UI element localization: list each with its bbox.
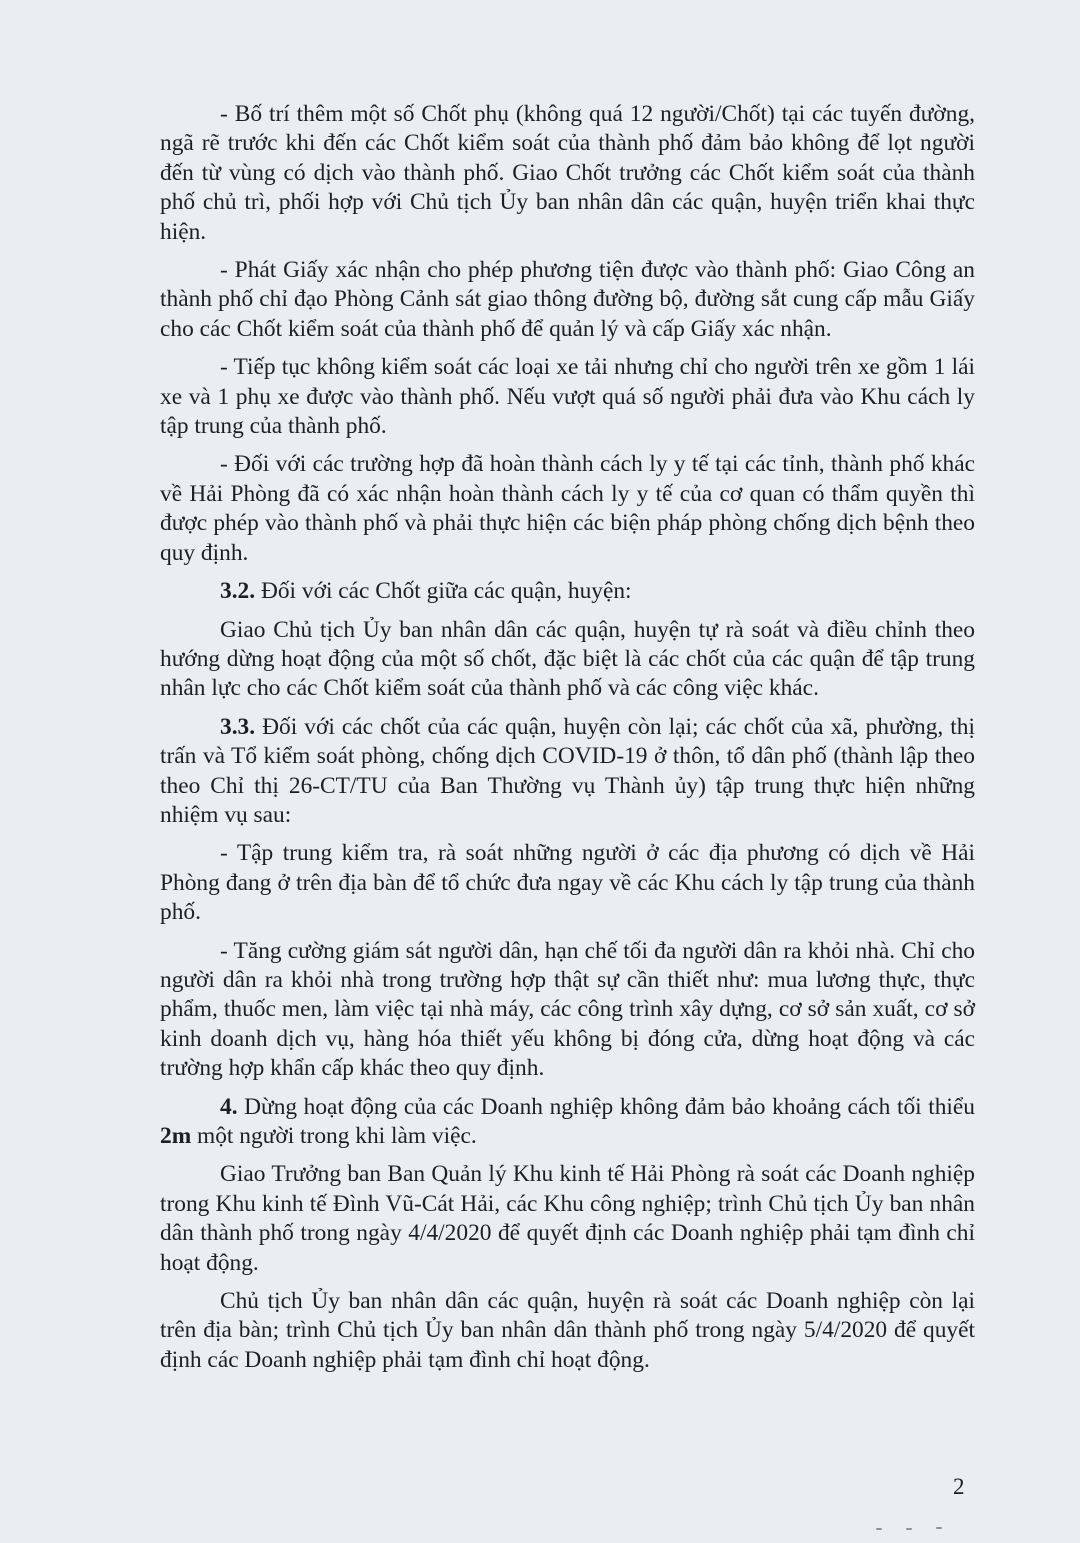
section-4-heading [160,1093,975,1152]
paragraph-district-review: Giao Chủ tịch Ủy ban nhân dân các quận, huyện tự rà soát và điều chỉnh theo hướng dừng hoạt động của một số chốt, đặc biệt là các chốt của các quận để tập trung nhân lực cho các Chốt kiểm soát của thành phố và các công việc khác. [160,616,975,702]
section-heading-text: Đối với các chốt của các quận, huyện còn lại; các chốt của xã, phường, thị trấn và Tổ kiểm soát phòng, chống dịch COVID-19 ở thôn, tổ dân phố (thành lập theo theo Chỉ thị 26-CT/TU của Ban Thường vụ Thành ủy) tập trung thực hiện những nhiệm vụ sau: [160,713,975,828]
scan-artifact [876,1528,882,1530]
section-3-2-heading [160,577,975,606]
section-number: 3.3. [220,713,256,740]
distance-value: 2m [160,1123,192,1149]
paragraph-quarantine-completed: - Đối với các trường hợp đã hoàn thành cách ly y tế tại các tỉnh, thành phố khác về Hải Phòng đã có xác nhận hoàn thành cách ly y tế của cơ quan có thẩm quyền thì được phép vào thành phố và phải thực hiện các biện pháp phòng chống dịch bệnh theo quy định. [160,451,975,566]
scan-artifact [906,1528,912,1530]
paragraph-economic-zone: Giao Trưởng ban Ban Quản lý Khu kinh tế Hải Phòng rà soát các Doanh nghiệp trong Khu kinh tế Đình Vũ-Cát Hải, các Khu công nghiệp; trình Chủ tịch Ủy ban nhân dân thành phố trong ngày 4/4/2020 để quyết định các Doanh nghiệp phải tạm đình chỉ hoạt động. [160,1161,975,1276]
paragraph-trucks: - Tiếp tục không kiểm soát các loại xe tải nhưng chỉ cho người trên xe gồm 1 lái xe và 1 phụ xe được vào thành phố. Nếu vượt quá số người phải đưa vào Khu cách ly tập trung của thành phố. [160,354,975,440]
document-body [160,100,975,1384]
section-3-3-heading [160,713,975,831]
paragraph-supervision: - Tăng cường giám sát người dân, hạn chế tối đa người dân ra khỏi nhà. Chỉ cho người dân ra khỏi nhà trong trường hợp thật sự cần thiết như: mua lương thực, thực phẩm, thuốc men, làm việc tại nhà máy, các công trình xây dựng, cơ sở sản xuất, cơ sở kinh doanh dịch vụ, hàng hóa thiết yếu không bị đóng cửa, dừng hoạt động và các trường hợp khẩn cấp khác theo quy định. [160,937,975,1082]
paragraph-inspection: - Tập trung kiểm tra, rà soát những người ở các địa phương có dịch về Hải Phòng đang ở trên địa bàn để tổ chức đưa ngay về các Khu cách ly tập trung của thành phố. [160,840,975,926]
section-number: 4. [220,1093,238,1120]
paragraph-checkpoint-auxiliary: - Bố trí thêm một số Chốt phụ (không quá 12 người/Chốt) tại các tuyến đường, ngã rẽ trước khi đến các Chốt kiểm soát của thành phố đảm bảo không để lọt người đến từ vùng có dịch vào thành phố. Giao Chốt trưởng các Chốt kiểm soát của thành phố chủ trì, phối hợp với Chủ tịch Ủy ban nhân dân các quận, huyện triển khai thực hiện. [160,101,975,245]
paragraph-confirmation-permit: - Phát Giấy xác nhận cho phép phương tiện được vào thành phố: Giao Công an thành phố chỉ đạo Phòng Cảnh sát giao thông đường bộ, đường sắt cung cấp mẫu Giấy cho các Chốt kiểm soát của thành phố để quản lý và cấp Giấy xác nhận. [160,257,975,342]
page-number: 2 [953,1474,965,1499]
section-heading-text-a: Dừng hoạt động của các Doanh nghiệp không đảm bảo khoảng cách tối thiểu [237,1093,975,1120]
section-heading-text-b: một người trong khi làm việc. [191,1123,477,1149]
section-heading-text: Đối với các Chốt giữa các quận, huyện: [255,578,632,605]
paragraph-district-enterprises: Chủ tịch Ủy ban nhân dân các quận, huyện rà soát các Doanh nghiệp còn lại trên địa bàn; trình Chủ tịch Ủy ban nhân dân thành phố trong ngày 5/4/2020 để quyết định các Doanh nghiệp phải tạm đình chỉ hoạt động. [160,1288,975,1373]
section-number: 3.2. [220,578,256,605]
scan-artifact [936,1527,942,1529]
